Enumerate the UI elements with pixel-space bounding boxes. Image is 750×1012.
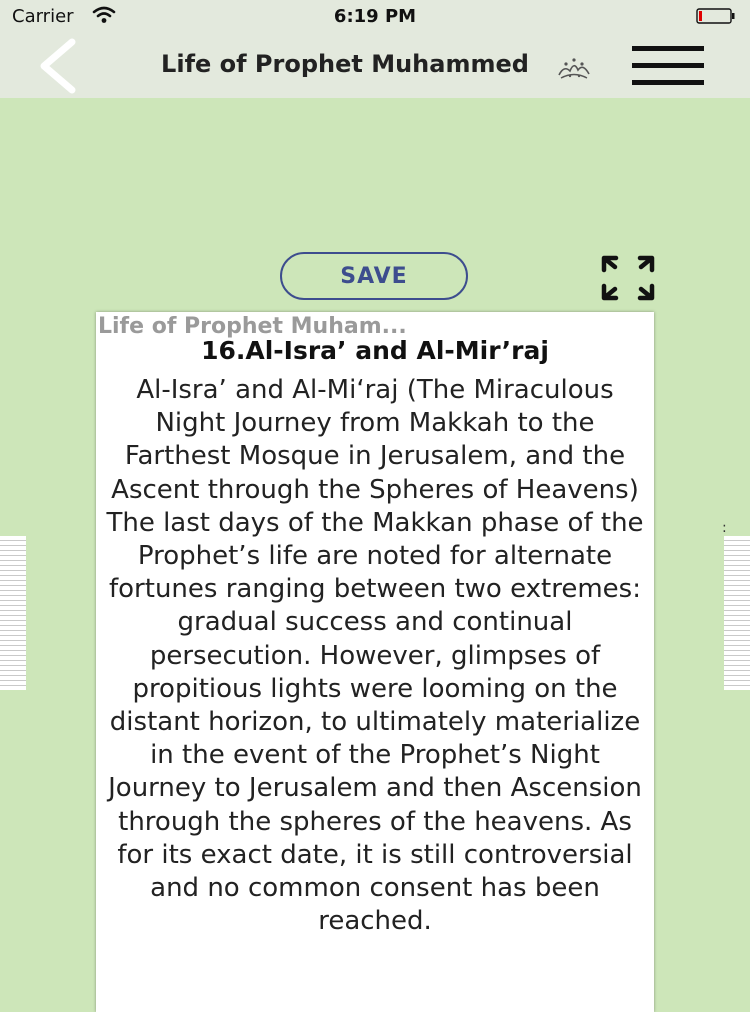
battery-icon — [696, 8, 736, 24]
status-time: 6:19 PM — [333, 6, 417, 27]
content-card — [96, 312, 654, 1012]
expand-arrows-icon — [600, 254, 656, 302]
next-page-edge[interactable] — [724, 536, 750, 690]
chapter-heading: 16.Al-Isra’ and Al-Mir’raj — [201, 336, 549, 365]
chevron-left-icon — [30, 34, 90, 98]
expand-button[interactable] — [600, 254, 656, 302]
carrier-label: Carrier — [12, 6, 74, 27]
previous-page-edge[interactable] — [0, 536, 26, 690]
navigation-bar — [0, 34, 750, 98]
back-button[interactable] — [30, 34, 90, 98]
status-bar — [0, 0, 750, 34]
page-title: Life of Prophet Muhammed — [161, 50, 529, 78]
menu-button[interactable] — [628, 44, 708, 90]
save-button[interactable]: SAVE — [280, 252, 468, 300]
quran-calligraphy-icon — [556, 55, 592, 81]
card-caption: Life of Prophet Muham... — [98, 314, 407, 339]
page-edge-mark: : — [722, 520, 727, 536]
hamburger-menu-icon — [628, 44, 708, 90]
chapter-text: Al-Isra’ and Al-Mi‘raj (The Miraculous Night Journey from Makkah to the Farthest Mosque in Jerusalem, and the Ascent through the Spheres of Heavens) The last days of the Makkan phase of the Prophet’s life are noted for alternate fortunes ranging between two extremes: gradual success and continual persecution. However, glimpses of propitious lights were looming on the distant horizon, to ultimately materialize in the event of the Prophet’s Night Journey to Jerusalem and then Ascension through the spheres of the heavens. As for its exact date, it is still controversial and no common consent has been reached. — [106, 375, 644, 937]
